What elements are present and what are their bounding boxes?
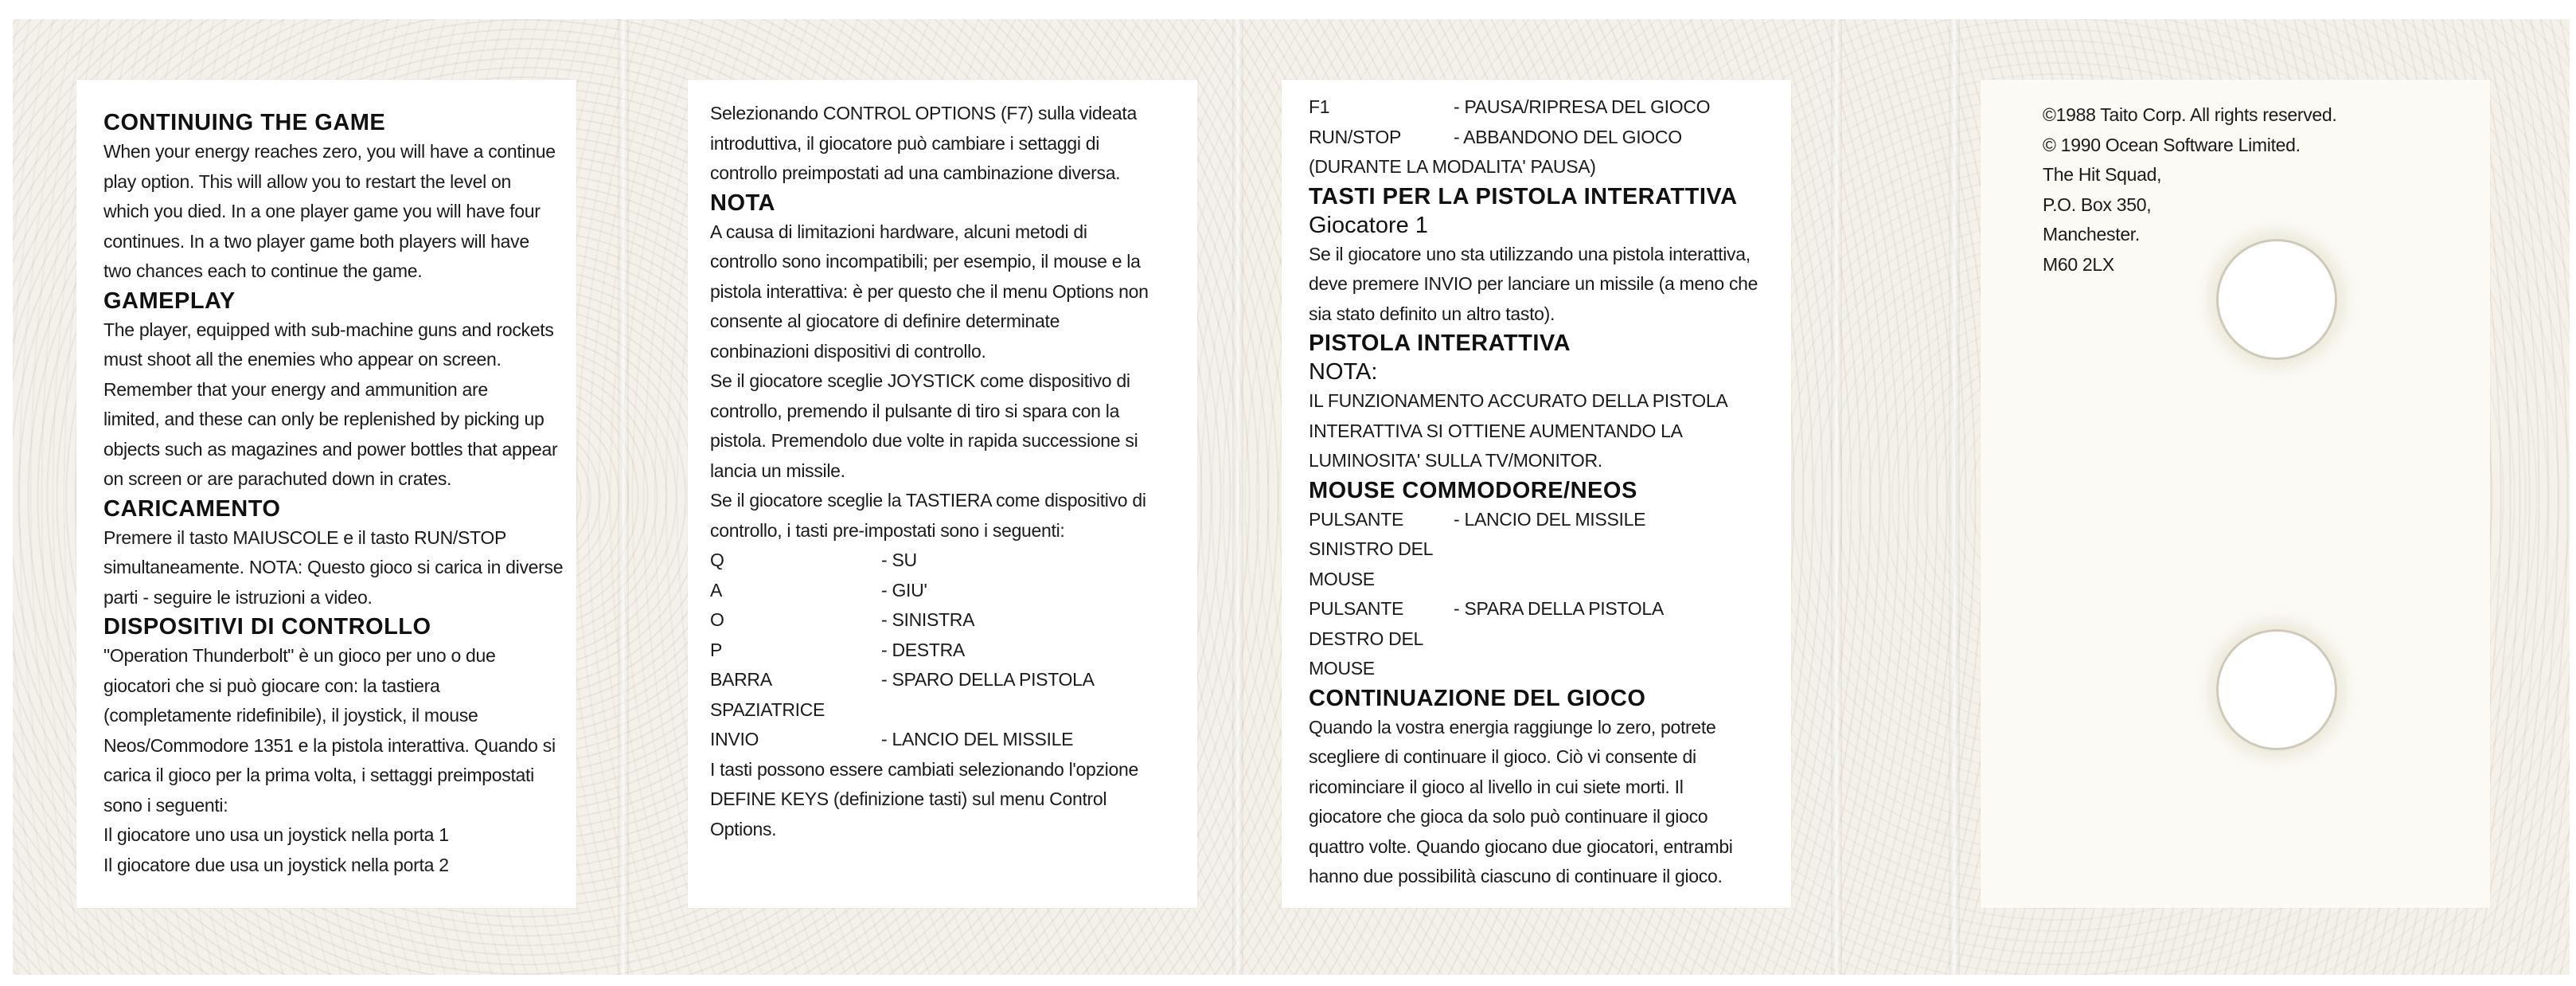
key-action: - SU bbox=[881, 550, 917, 570]
key-name: F1 bbox=[1309, 96, 1330, 117]
text-line: controllo, premendo il pulsante di tiro si spara con la bbox=[710, 400, 1120, 421]
text-line: controllo sono incompatibili; per esempio, il mouse e la bbox=[710, 251, 1141, 272]
text-line: Il giocatore due usa un joystick nella porta 2 bbox=[103, 854, 449, 875]
key-name: INVIO bbox=[710, 729, 759, 749]
text-line: sia stato definito un altro tasto). bbox=[1309, 303, 1555, 324]
address-line: The Hit Squad, bbox=[2043, 164, 2162, 185]
key-action: - GIU' bbox=[881, 579, 927, 601]
address-line: M60 2LX bbox=[2043, 253, 2114, 275]
text-line: pistola interattiva: è per questo che il menu Options non bbox=[710, 280, 1149, 302]
text-line: IL FUNZIONAMENTO ACCURATO DELLA PISTOLA bbox=[1309, 390, 1728, 411]
key-action: - SPARO DELLA PISTOLA bbox=[881, 669, 1095, 690]
key-row bbox=[1309, 92, 1770, 123]
text-line: controllo, i tasti pre-impostati sono i seguenti: bbox=[710, 519, 1065, 541]
fold-line bbox=[1949, 19, 1960, 975]
heading-nota: NOTA bbox=[710, 190, 776, 216]
text-line: Se il giocatore sceglie JOYSTICK come dispositivo di bbox=[710, 370, 1130, 391]
text-line: Premere il tasto MAIUSCOLE e il tasto RUN/STOP bbox=[103, 526, 506, 548]
text-line: consente al giocatore di definire determinate bbox=[710, 311, 1060, 331]
text-line: Options. bbox=[710, 818, 777, 839]
text-line: When your energy reaches zero, you will have a continue bbox=[103, 141, 556, 162]
text-line: Il giocatore uno usa un joystick nella porta 1 bbox=[103, 824, 449, 845]
text-line: limited, and these can only be replenished by picking up bbox=[103, 409, 544, 429]
text-line: LUMINOSITA' SULLA TV/MONITOR. bbox=[1309, 450, 1602, 471]
key-action: - SINISTRA bbox=[881, 609, 975, 630]
key-row bbox=[710, 636, 1172, 666]
text-line: simultaneamente. NOTA: Questo gioco si carica in diverse bbox=[103, 557, 564, 577]
fold-line bbox=[618, 19, 629, 975]
text-line: quattro volte. Quando giocano due giocatori, entrambi bbox=[1309, 835, 1733, 857]
text-line: lancia un missile. bbox=[710, 460, 845, 481]
text-line: Se il giocatore sceglie la TASTIERA come dispositivo di bbox=[710, 490, 1146, 511]
panel-3-text bbox=[1309, 92, 1770, 892]
mouse-button: PULSANTE DESTRO DEL MOUSE bbox=[1309, 598, 1423, 679]
text-line: two chances each to continue the game. bbox=[103, 260, 423, 281]
heading-continuazione: CONTINUAZIONE DEL GIOCO bbox=[1309, 685, 1646, 711]
panel-2-text bbox=[710, 99, 1172, 844]
text-line: A causa di limitazioni hardware, alcuni metodi di bbox=[710, 221, 1087, 242]
text-line: DEFINE KEYS (definizione tasti) sul menu Control bbox=[710, 788, 1107, 809]
text-line: deve premere INVIO per lanciare un missile (a meno che bbox=[1309, 273, 1758, 294]
text-line: continues. In a two player game both players will have bbox=[103, 230, 529, 252]
text-line: The player, equipped with sub-machine guns and rockets bbox=[103, 319, 554, 340]
mouse-action: - SPARA DELLA PISTOLA bbox=[1454, 598, 1664, 619]
heading-caricamento: CARICAMENTO bbox=[103, 495, 281, 522]
text-line: Neos/Commodore 1351 e la pistola interattiva. Quando si bbox=[103, 734, 556, 756]
heading-dispositivi-di-controllo: DISPOSITIVI DI CONTROLLO bbox=[103, 614, 431, 640]
text-line: on screen or are parachuted down in crates. bbox=[103, 468, 452, 489]
fold-line bbox=[1831, 19, 1842, 975]
heading-mouse: MOUSE COMMODORE/NEOS bbox=[1309, 477, 1637, 503]
key-name: BARRA SPAZIATRICE bbox=[710, 669, 825, 720]
mouse-row bbox=[1309, 505, 1770, 595]
subheading-giocatore-1: Giocatore 1 bbox=[1309, 212, 1428, 238]
fold-line bbox=[1232, 19, 1243, 975]
copyright-taito: ©1988 Taito Corp. All rights reserved. bbox=[2043, 104, 2337, 125]
key-name: A bbox=[710, 579, 723, 601]
subheading-nota: NOTA: bbox=[1309, 359, 1378, 385]
text-line: introduttiva, il giocatore può cambiare i settaggi di bbox=[710, 132, 1100, 154]
mouse-action: - LANCIO DEL MISSILE bbox=[1454, 508, 1646, 530]
text-line: "Operation Thunderbolt" è un gioco per uno o due bbox=[103, 645, 496, 666]
key-row bbox=[710, 576, 1172, 606]
key-row bbox=[710, 665, 1172, 725]
key-row bbox=[710, 605, 1172, 636]
key-name: P bbox=[710, 639, 723, 660]
key-row bbox=[710, 546, 1172, 576]
text-line: (DURANTE LA MODALITA' PAUSA) bbox=[1309, 156, 1596, 177]
key-row bbox=[1309, 123, 1770, 153]
address-line: Manchester. bbox=[2043, 224, 2140, 245]
text-line: Se il giocatore uno sta utilizzando una pistola interattiva, bbox=[1309, 243, 1751, 264]
heading-gameplay: GAMEPLAY bbox=[103, 288, 236, 314]
text-line: Selezionando CONTROL OPTIONS (F7) sulla videata bbox=[710, 103, 1137, 123]
key-action: - ABBANDONO DEL GIOCO bbox=[1454, 126, 1682, 147]
text-line: INTERATTIVA SI OTTIENE AUMENTANDO LA bbox=[1309, 420, 1683, 441]
punch-hole bbox=[2216, 629, 2337, 750]
text-line: ricominciare il gioco al livello in cui siete morti. Il bbox=[1309, 776, 1684, 797]
text-line: giocatore che gioca da solo può continuare il gioco bbox=[1309, 806, 1708, 827]
text-line: parti - seguire le istruzioni a video. bbox=[103, 586, 373, 608]
panel-1-text bbox=[103, 108, 573, 880]
mouse-row bbox=[1309, 594, 1770, 684]
text-line: (completamente ridefinibile), il joystick, il mouse bbox=[103, 705, 478, 726]
text-line: controllo preimpostati ad una cambinazione diversa. bbox=[710, 162, 1121, 183]
key-action: - LANCIO DEL MISSILE bbox=[881, 729, 1074, 749]
text-line: hanno due possibilità ciascuno di continuare il gioco. bbox=[1309, 866, 1723, 886]
heading-continuing-the-game: CONTINUING THE GAME bbox=[103, 110, 386, 135]
text-line: carica il gioco per la prima volta, i settaggi preimpostati bbox=[103, 765, 534, 785]
text-line: Quando la vostra energia raggiunge lo zero, potrete bbox=[1309, 716, 1716, 738]
text-line: Remember that your energy and ammunition are bbox=[103, 378, 488, 400]
text-line: I tasti possono essere cambiati selezionando l'opzione bbox=[710, 758, 1138, 780]
text-line: play option. This will allow you to restart the level on bbox=[103, 170, 512, 192]
text-line: must shoot all the enemies who appear on screen. bbox=[103, 349, 502, 370]
key-name: O bbox=[710, 609, 724, 630]
text-line: giocatori che si può giocare con: la tastiera bbox=[103, 675, 440, 696]
heading-pistola-interattiva: PISTOLA INTERATTIVA bbox=[1309, 331, 1571, 356]
key-action: - PAUSA/RIPRESA DEL GIOCO bbox=[1454, 96, 1711, 117]
text-line: conbinazioni dispositivi di controllo. bbox=[710, 340, 986, 362]
text-line: scegliere di continuare il gioco. Ciò vi consente di bbox=[1309, 746, 1696, 767]
text-line: which you died. In a one player game you will have four bbox=[103, 201, 541, 221]
address-line: P.O. Box 350, bbox=[2043, 194, 2152, 215]
key-name: RUN/STOP bbox=[1309, 126, 1402, 147]
heading-tasti-pistola: TASTI PER LA PISTOLA INTERATTIVA bbox=[1309, 183, 1738, 209]
key-action: - DESTRA bbox=[881, 639, 965, 660]
text-line: sono i seguenti: bbox=[103, 794, 228, 816]
text-line: objects such as magazines and power bottles that appear bbox=[103, 438, 558, 460]
key-row bbox=[710, 725, 1172, 755]
key-name: Q bbox=[710, 550, 724, 570]
copyright-ocean: © 1990 Ocean Software Limited. bbox=[2043, 134, 2301, 155]
mouse-button: PULSANTE SINISTRO DEL MOUSE bbox=[1309, 508, 1433, 589]
credits bbox=[2043, 100, 2377, 280]
text-line: pistola. Premendolo due volte in rapida successione si bbox=[710, 430, 1138, 451]
